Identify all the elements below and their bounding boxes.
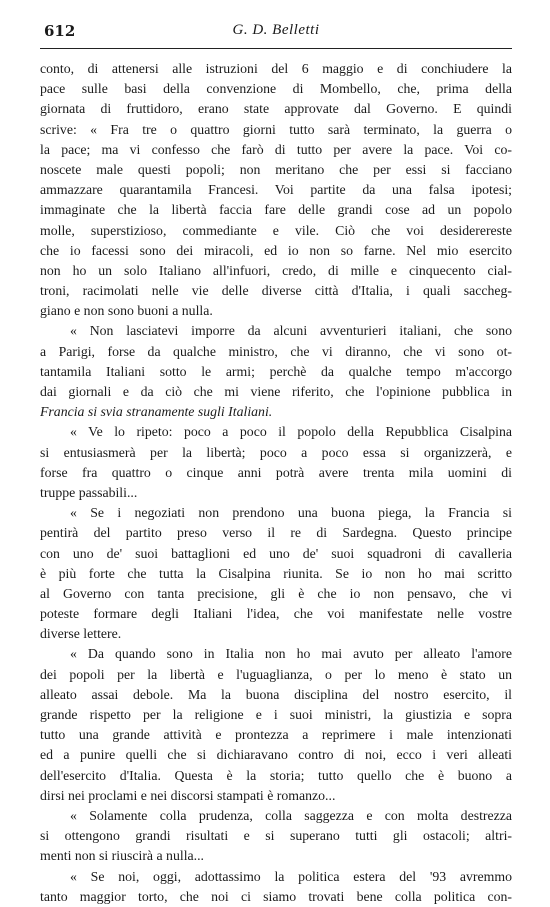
- text-line: Francia si svia stranamente sugli Italiani.: [40, 404, 273, 420]
- page-header: [40, 22, 512, 44]
- text-line: giano e non sono buoni a nulla.: [40, 303, 213, 319]
- text-line: « Solamente colla prudenza, colla saggezza e con molta destrezza: [70, 807, 512, 823]
- text-line: tutto una grande attività e prontezza a reprimere i male intenzionati: [40, 727, 512, 743]
- text-line: molle, superstizioso, commediante e vile. Ciò che voi desiderereste: [40, 222, 512, 238]
- text-line: diverse lettere.: [40, 626, 122, 642]
- text-line: pace sulle basi della convenzione di Mombello, che, prima della: [40, 81, 512, 97]
- header-rule: [40, 48, 512, 49]
- text-line: menti non si riuscirà a nulla...: [40, 848, 204, 864]
- text-line: « Da quando sono in Italia non ho mai avuto per alleato l'amore: [70, 646, 512, 662]
- text-line: è più forte che tutta la Cisalpina riunita. Se io non ho mai scritto: [40, 565, 512, 581]
- text-line: al Governo con tanta precisione, gli è che io non pensavo, che vi: [40, 585, 512, 601]
- text-line: noscete male questi popoli; non meritano che per essi si facciano: [40, 161, 512, 177]
- text-line: ed a punire quelli che si dichiaravano contro di noi, ecco i veri alleati: [40, 747, 512, 763]
- text-line: ammazzare quarantamila Francesi. Voi partite da una falsa ipotesi;: [40, 182, 512, 198]
- text-line: con uno de' suoi battaglioni ed uno de' suoi squadroni di cavalleria: [40, 545, 512, 561]
- text-line: dei popoli per la libertà e l'uguaglianza, o per lo meno è stato un: [40, 666, 512, 682]
- text-line: a Parigi, forse da qualche ministro, che vi diranno, che vi sono ot-: [40, 343, 512, 359]
- text-line: che io facessi sono dei miracoli, ed io non so farne. Nel mio esercito: [40, 242, 512, 258]
- text-line: immaginate che la libertà faccia fare delle grandi cose ad un popolo: [40, 202, 512, 218]
- text-line: poteste formare degli Italiani l'idea, che voi manifestate nelle vostre: [40, 606, 512, 622]
- text-line: si entusiasmerà per la libertà; poco a poco essa si organizzerà, e: [40, 444, 512, 460]
- text-line: truppe passabili...: [40, 484, 138, 500]
- text-line: alleato assai debole. Ma la buona disciplina del nostro esercito, il: [40, 686, 512, 702]
- text-line: tantamila Italiani sotto le armi; perchè da qualche tempo m'accorgo: [40, 363, 512, 379]
- text-line: « Non lasciatevi imporre da alcuni avventurieri italiani, che sono: [70, 323, 512, 339]
- text-line: si ottengono grandi risultati e si superano tutti gli ostacoli; altri-: [40, 828, 512, 844]
- text-line: « Se noi, oggi, adottassimo la politica estera del '93 avremmo: [70, 868, 512, 884]
- text-line: grande rispetto per la religione e i suoi ministri, la giustizia e sopra: [40, 707, 512, 722]
- text-line: giornata di fruttidoro, erano state approvate dal Governo. E quindi: [40, 101, 512, 117]
- running-head: G. D. Belletti: [232, 22, 320, 38]
- text-line: tanto maggior torto, che noi ci siamo trovati bene colla politica con-: [40, 888, 512, 904]
- text-line: scrive: « Fra tre o quattro giorni tutto sarà terminato, la guerra o: [40, 121, 512, 137]
- text-line: troni, racimolati nelle vie delle diverse città d'Italia, i quali saccheg-: [40, 283, 512, 299]
- text-line: non ho un solo Italiano all'infuori, credo, di mille e cinquecento cial-: [40, 262, 512, 278]
- text-line: dai giornali e da ciò che mi viene riferito, che l'opinione pubblica in: [40, 384, 512, 399]
- body-text: [40, 59, 512, 907]
- text-line: pentirà del partito preso verso il re di Sardegna. Questo principe: [40, 525, 512, 541]
- text-line: la pace; ma vi confesso che farò di tutto per avere la pace. Voi co-: [40, 141, 512, 157]
- text-line: « Se i negoziati non prendono una buona piega, la Francia si: [70, 505, 512, 521]
- text-line: dirsi nei proclami e nei discorsi stampati è romanzo...: [40, 787, 336, 803]
- text-line: « Ve lo ripeto: poco a poco il popolo della Repubblica Cisalpina: [70, 424, 512, 440]
- text-line: conto, di attenersi alle istruzioni del 6 maggio e di conchiudere la: [40, 61, 512, 76]
- page-number: 612: [44, 22, 76, 40]
- text-line: forse fra quattro o cinque anni potrà avere trenta mila uomini di: [40, 464, 512, 480]
- text-line: dell'esercito d'Italia. Questa è la storia; tutto quello che è buono a: [40, 767, 512, 783]
